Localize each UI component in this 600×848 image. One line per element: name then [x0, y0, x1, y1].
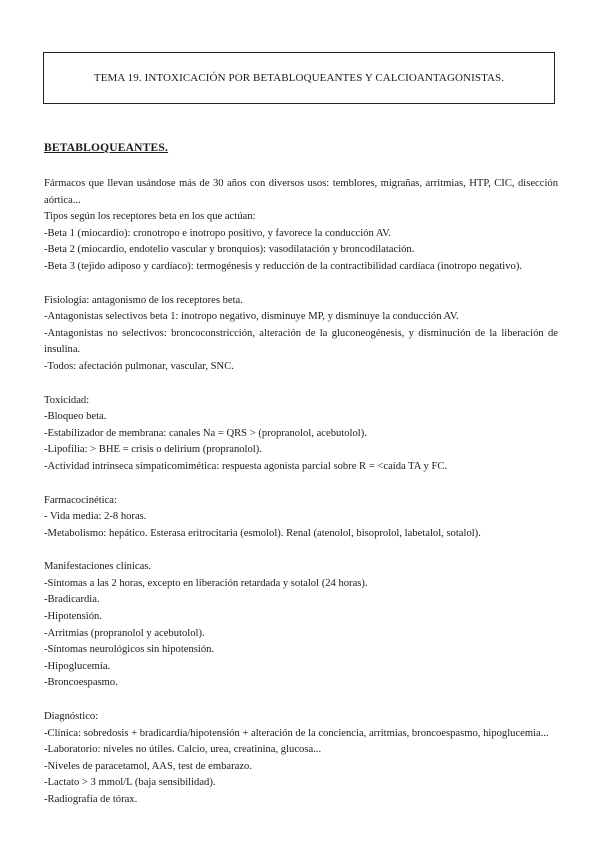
text-section: [44, 176, 558, 276]
text-line: -Estabilizador de membrana: canales Na = QRS > (propranolol, acebutolol).: [44, 427, 367, 439]
text-line: -Arritmias (propranolol y acebutolol).: [44, 627, 205, 639]
text-line: -Hipotensión.: [44, 611, 102, 623]
title-box: [43, 52, 555, 104]
text-line: -Antagonistas no selectivos: broncoconstricción, alteración de la gluconeogénesis, y disminución de la liberación de insulina.: [44, 327, 558, 356]
text-line: -Lipofilia: > BHE = crisis o delirium (propranolol).: [44, 444, 262, 456]
text-line: -Síntomas a las 2 horas, excepto en liberación retardada y sotalol (24 horas).: [44, 577, 368, 589]
text-section: [44, 559, 558, 692]
text-line: Manifestaciones clínicas.: [44, 561, 152, 573]
text-line: Toxicidad:: [44, 394, 90, 406]
text-section: [44, 393, 558, 476]
text-line: -Beta 2 (miocardio, endotelio vascular y bronquios): vasodilatación y broncodilatación.: [44, 244, 415, 256]
document-title: TEMA 19. INTOXICACIÓN POR BETABLOQUEANTES Y CALCIOANTAGONISTAS.: [93, 72, 505, 84]
text-line: Fisiología: antagonismo de los receptores beta.: [44, 294, 243, 306]
text-line: Diagnóstico:: [44, 711, 99, 723]
text-line: Farmacocinética:: [44, 494, 117, 506]
text-line: -Síntomas neurológicos sin hipotensión.: [44, 644, 215, 656]
text-line: -Radiografía de tórax.: [44, 794, 138, 805]
text-line: -Antagonistas selectivos beta 1: inotropo negativo, disminuye MP, y disminuye la conducción AV.: [44, 311, 459, 323]
text-section: [44, 293, 558, 376]
text-line: Fármacos que llevan usándose más de 30 años con diversos usos: temblores, migrañas, arritmias, HTP, CIC, disección aórtica...: [44, 178, 558, 206]
text-line: -Clínica: sobredosis + bradicardia/hipotensión + alteración de la conciencia, arritmias, broncoespasmo, hipoglucemia...: [44, 727, 549, 739]
text-line: -Hipoglucemia.: [44, 660, 111, 672]
text-section: [44, 709, 558, 809]
text-line: Tipos según los receptores beta en los que actúan:: [44, 211, 256, 223]
text-line: -Bloqueo beta.: [44, 411, 107, 423]
text-line: -Beta 3 (tejido adiposo y cardíaco): termogénesis y reducción de la contractibilidad cardíaca (inotropo negativo).: [44, 260, 523, 272]
text-line: -Broncoespasmo.: [44, 677, 118, 689]
text-line: -Metabolismo: hepático. Esterasa eritrocitaria (esmolol). Renal (atenolol, bisoprolol, labetalol, sotalol).: [44, 527, 481, 539]
text-line: -Actividad intrínseca simpaticomimética: respuesta agonista parcial sobre R = <caída TA y FC.: [44, 460, 448, 472]
text-line: - Vida media: 2-8 horas.: [44, 511, 147, 523]
text-line: -Beta 1 (miocardio): cronotropo e inotropo positivo, y favorece la conducción AV.: [44, 227, 392, 239]
text-line: -Todos: afectación pulmonar, vascular, SNC.: [44, 360, 234, 372]
section-heading: BETABLOQUEANTES.: [44, 142, 169, 154]
text-line: -Laboratorio: niveles no útiles. Calcio, urea, creatinina, glucosa...: [44, 744, 322, 756]
document-body: [44, 176, 558, 826]
text-line: -Niveles de paracetamol, AAS, test de embarazo.: [44, 760, 252, 772]
text-line: -Bradicardia.: [44, 594, 100, 606]
text-line: -Lactato > 3 mmol/L (baja sensibilidad).: [44, 777, 216, 789]
text-section: [44, 493, 558, 543]
